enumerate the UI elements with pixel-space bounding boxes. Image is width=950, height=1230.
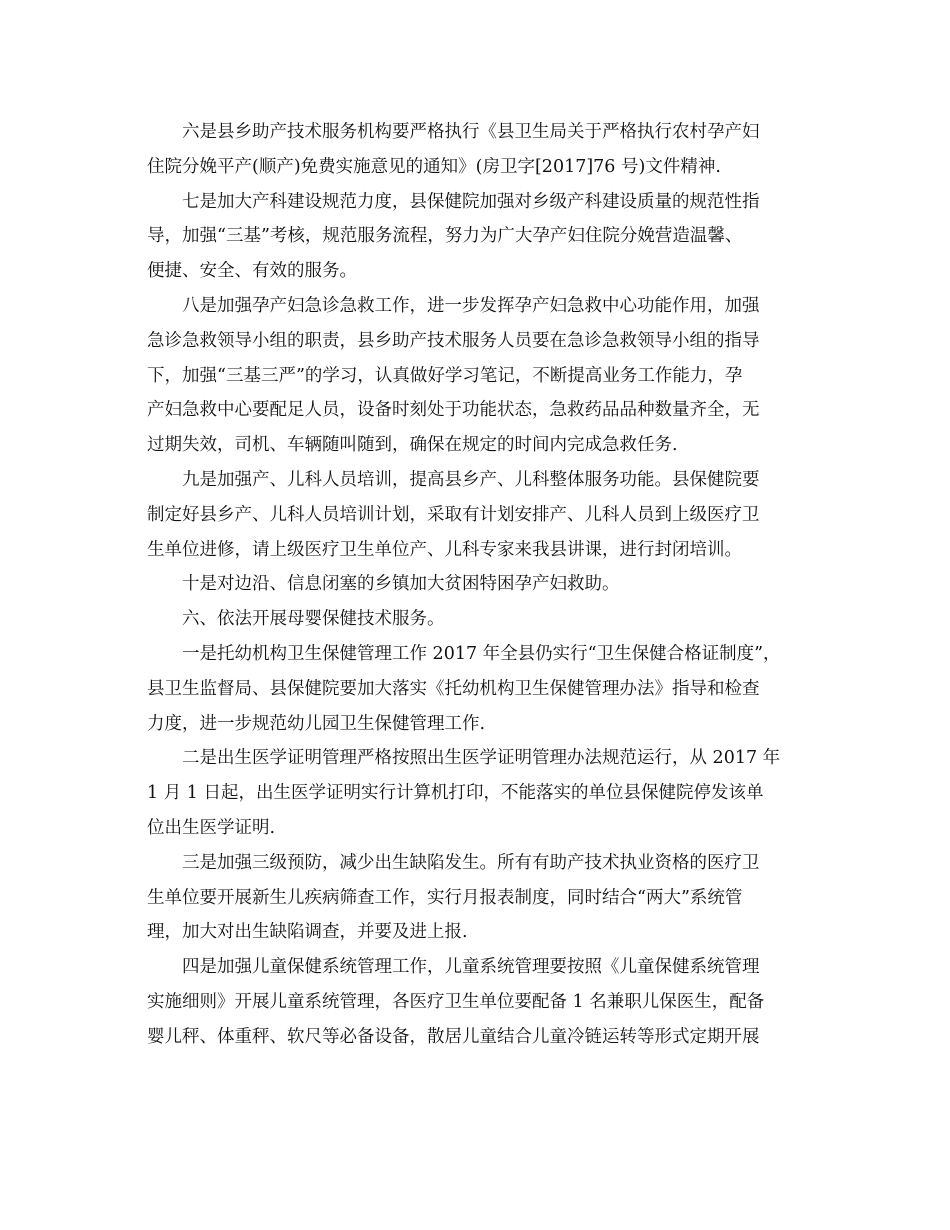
text-line: 过期失效，司机、车辆随叫随到，确保在规定的时间内完成急救任务. — [147, 435, 678, 456]
paragraph-4-child-health-management — [147, 950, 807, 1054]
text-line: 住院分娩平产(顺产)免费实施意见的通知》(房卫字[2017]76 号)文件精神. — [147, 156, 721, 177]
text-line: 力度，进一步规范幼儿园卫生保健管理工作. — [147, 713, 486, 734]
text-line: 七是加大产科建设规范力度，县保健院加强对乡级产科建设质量的规范性指 — [182, 191, 760, 212]
text-line: 婴儿秤、体重秤、软尺等必备设备，散居儿童结合儿童冷链运转等形式定期开展 — [147, 1026, 760, 1047]
paragraph-9-staff-training — [147, 463, 807, 567]
text-line: 生单位进修，请上级医疗卫生单位产、儿科专家来我县讲课，进行封闭培训。 — [147, 539, 742, 560]
text-line: 生单位要开展新生儿疾病筛查工作，实行月报表制度，同时结合“两大”系统管 — [147, 887, 743, 908]
text-line: 一是托幼机构卫生保健管理工作 2017 年全县仍实行“卫生保健合格证制度”， — [182, 643, 781, 664]
paragraph-7-obstetrics-standards — [147, 185, 807, 289]
text-line: 十是对边沿、信息闭塞的乡镇加大贫困特困孕产妇救助。 — [182, 574, 620, 595]
text-line: 便捷、安全、有效的服务。 — [147, 261, 357, 282]
text-line: 位出生医学证明. — [147, 817, 276, 838]
text-line: 八是加强孕产妇急诊急救工作，进一步发挥孕产妇急救中心功能作用，加强 — [182, 295, 760, 316]
text-line: 急诊急救领导小组的职责，县乡助产技术服务人员要在急诊急救领导小组的指导 — [147, 330, 760, 351]
paragraph-6-delivery-services — [147, 115, 807, 185]
document-body — [147, 115, 807, 1055]
paragraph-2-birth-certificate — [147, 741, 807, 845]
paragraph-8-emergency-care — [147, 289, 807, 463]
text-line: 实施细则》开展儿童系统管理，各医疗卫生单位要配备 1 名兼职儿保医生，配备 — [147, 991, 765, 1012]
section-heading: 六、依法开展母婴保健技术服务。 — [182, 609, 445, 630]
text-line: 下，加强“三基三严”的学习，认真做好学习笔记，不断提高业务工作能力，孕 — [147, 365, 743, 386]
section-heading-maternal-child-services — [147, 602, 807, 637]
text-line: 四是加强儿童保健系统管理工作，儿童系统管理要按照《儿童保健系统管理 — [182, 957, 760, 978]
text-line: 导，加强“三基”考核，规范服务流程，努力为广大孕产妇住院分娩营造温馨、 — [147, 226, 743, 247]
text-line: 产妇急救中心要配足人员，设备时刻处于功能状态，急救药品品种数量齐全，无 — [147, 400, 760, 421]
text-line: 三是加强三级预防，减少出生缺陷发生。所有有助产技术执业资格的医疗卫 — [182, 852, 760, 873]
text-line: 理，加大对出生缺陷调查，并要及进上报. — [147, 922, 468, 943]
text-line: 1 月 1 日起，出生医学证明实行计算机打印，不能落实的单位县保健院停发该单 — [147, 783, 764, 804]
text-line: 县卫生监督局、县保健院要加大落实《托幼机构卫生保健管理办法》指导和检查 — [147, 678, 760, 699]
text-line: 九是加强产、儿科人员培训，提高县乡产、儿科整体服务功能。县保健院要 — [182, 469, 760, 490]
text-line: 制定好县乡产、儿科人员培训计划，采取有计划安排产、儿科人员到上级医疗卫 — [147, 504, 760, 525]
text-line: 二是出生医学证明管理严格按照出生医学证明管理办法规范运行，从 2017 年 — [182, 748, 781, 769]
paragraph-3-prevention — [147, 846, 807, 950]
paragraph-10-poverty-aid — [147, 567, 807, 602]
text-line: 六是县乡助产技术服务机构要严格执行《县卫生局关于严格执行农村孕产妇 — [182, 122, 760, 142]
paragraph-1-childcare-health — [147, 637, 807, 741]
